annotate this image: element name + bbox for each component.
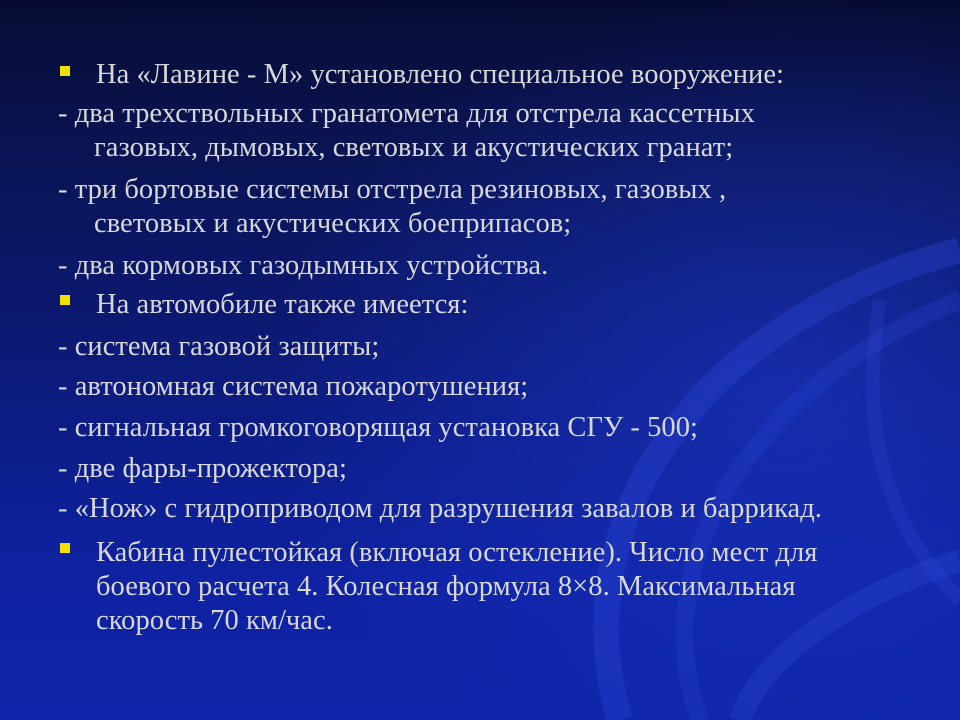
list-item-onboard-systems: - три бортовые системы отстрела резиновых, газовых , [58, 174, 727, 205]
bullet-text-cabin: Кабина пулестойкая (включая остекление). Число мест для [96, 537, 818, 568]
list-item-fire-extinguishing: - автономная система пожаротушения; [58, 371, 529, 402]
bullet-square-icon [60, 543, 70, 553]
list-item-grenade-launchers: - два трехствольных гранатомета для отстрела кассетных [58, 98, 755, 129]
bullet-square-icon [60, 66, 70, 76]
bullet-text-cabin-cont-2: скорость 70 км/час. [96, 605, 333, 636]
list-item-gas-protection: - система газовой защиты; [58, 331, 380, 362]
bullet-text-vehicle-equipment: На автомобиле также имеется: [96, 289, 469, 320]
bullet-text-cabin-cont-1: боевого расчета 4. Колесная формула 8×8. Максимальная [96, 571, 796, 602]
list-item-loudspeaker: - сигнальная громкоговорящая установка СГУ - 500; [58, 412, 698, 443]
bullet-text-special-weapons: На «Лавине - М» установлено специальное вооружение: [96, 59, 784, 90]
list-item-grenade-launchers-cont: газовых, дымовых, световых и акустических гранат; [94, 132, 734, 163]
list-item-onboard-systems-cont: световых и акустических боеприпасов; [94, 208, 572, 239]
list-item-smoke-devices: - два кормовых газодымных устройства. [58, 250, 549, 281]
list-item-searchlights: - две фары-прожектора; [58, 453, 347, 484]
list-item-dozer-blade: - «Нож» с гидроприводом для разрушения завалов и баррикад. [58, 493, 822, 524]
bullet-square-icon [60, 295, 70, 305]
